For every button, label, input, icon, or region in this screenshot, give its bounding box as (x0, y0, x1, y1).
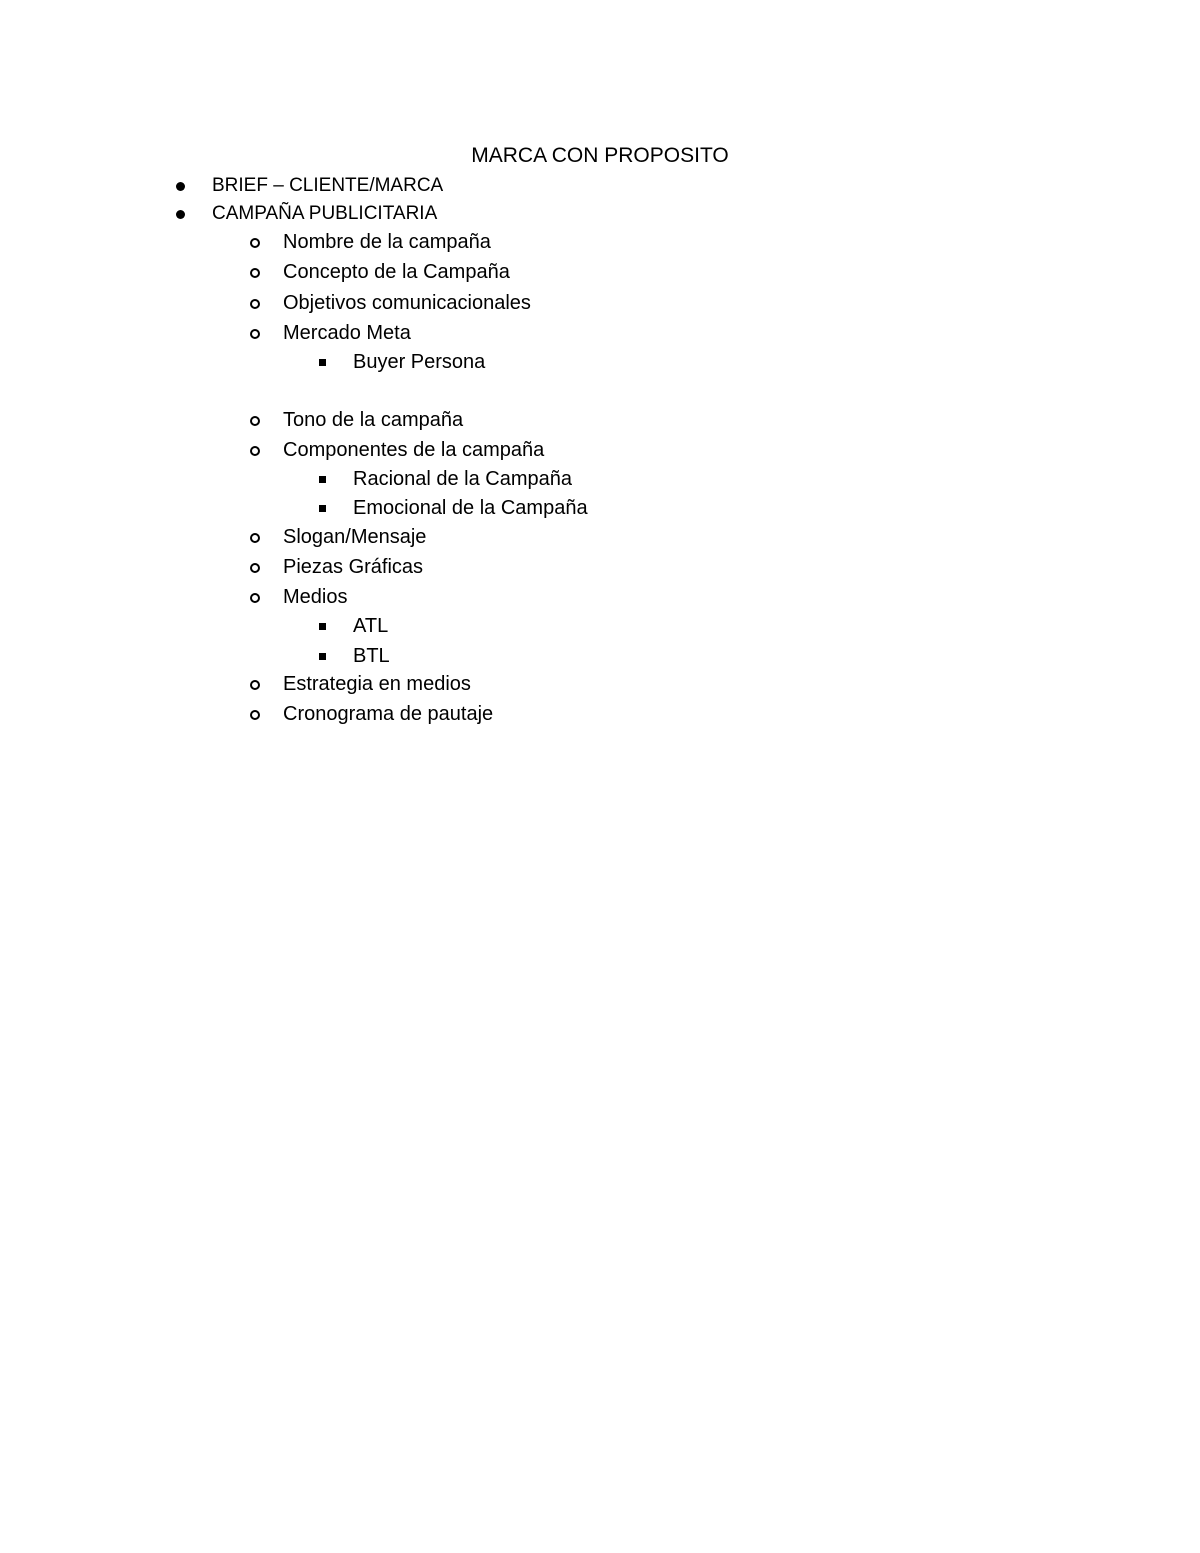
bullet-disc-icon (173, 171, 187, 201)
list-item-text: Concepto de la Campaña (283, 261, 510, 283)
list-item-text: Cronograma de pautaje (283, 703, 494, 725)
bullet-circle-icon (245, 288, 265, 318)
bullet-square-icon (315, 641, 329, 671)
list-item-text: Buyer Persona (353, 351, 486, 373)
list-item-text: Objetivos comunicacionales (283, 292, 531, 314)
bullet-square-icon (315, 611, 329, 641)
bullet-circle-icon (245, 405, 265, 435)
list-item-text: BRIEF – CLIENTE/MARCA (212, 175, 444, 196)
bullet-circle-icon (245, 318, 265, 348)
bullet-circle-icon (245, 582, 265, 612)
bullet-circle-icon (245, 435, 265, 465)
bullet-circle-icon (245, 522, 265, 552)
document-title: MARCA CON PROPOSITO (471, 144, 729, 167)
bullet-circle-icon (245, 227, 265, 257)
list-item-text: Componentes de la campaña (283, 439, 545, 461)
bullet-square-icon (315, 493, 329, 523)
bullet-circle-icon (245, 699, 265, 729)
list-item-text: ATL (353, 615, 389, 637)
list-item-text: Racional de la Campaña (353, 468, 573, 490)
list-item-text: BTL (353, 645, 390, 667)
list-item-text: Estrategia en medios (283, 673, 471, 695)
list-item-text: Mercado Meta (283, 322, 411, 344)
list-item-text: Nombre de la campaña (283, 231, 491, 253)
list-item-text: Tono de la campaña (283, 409, 464, 431)
list-item-text: Emocional de la Campaña (353, 497, 588, 519)
bullet-circle-icon (245, 669, 265, 699)
list-item-text: Piezas Gráficas (283, 556, 424, 578)
list-item-text: CAMPAÑA PUBLICITARIA (212, 203, 438, 224)
bullet-disc-icon (173, 199, 187, 229)
bullet-square-icon (315, 347, 329, 377)
list-item-text: Medios (283, 586, 348, 608)
bullet-square-icon (315, 464, 329, 494)
list-item-text: Slogan/Mensaje (283, 526, 427, 548)
bullet-circle-icon (245, 257, 265, 287)
bullet-circle-icon (245, 552, 265, 582)
